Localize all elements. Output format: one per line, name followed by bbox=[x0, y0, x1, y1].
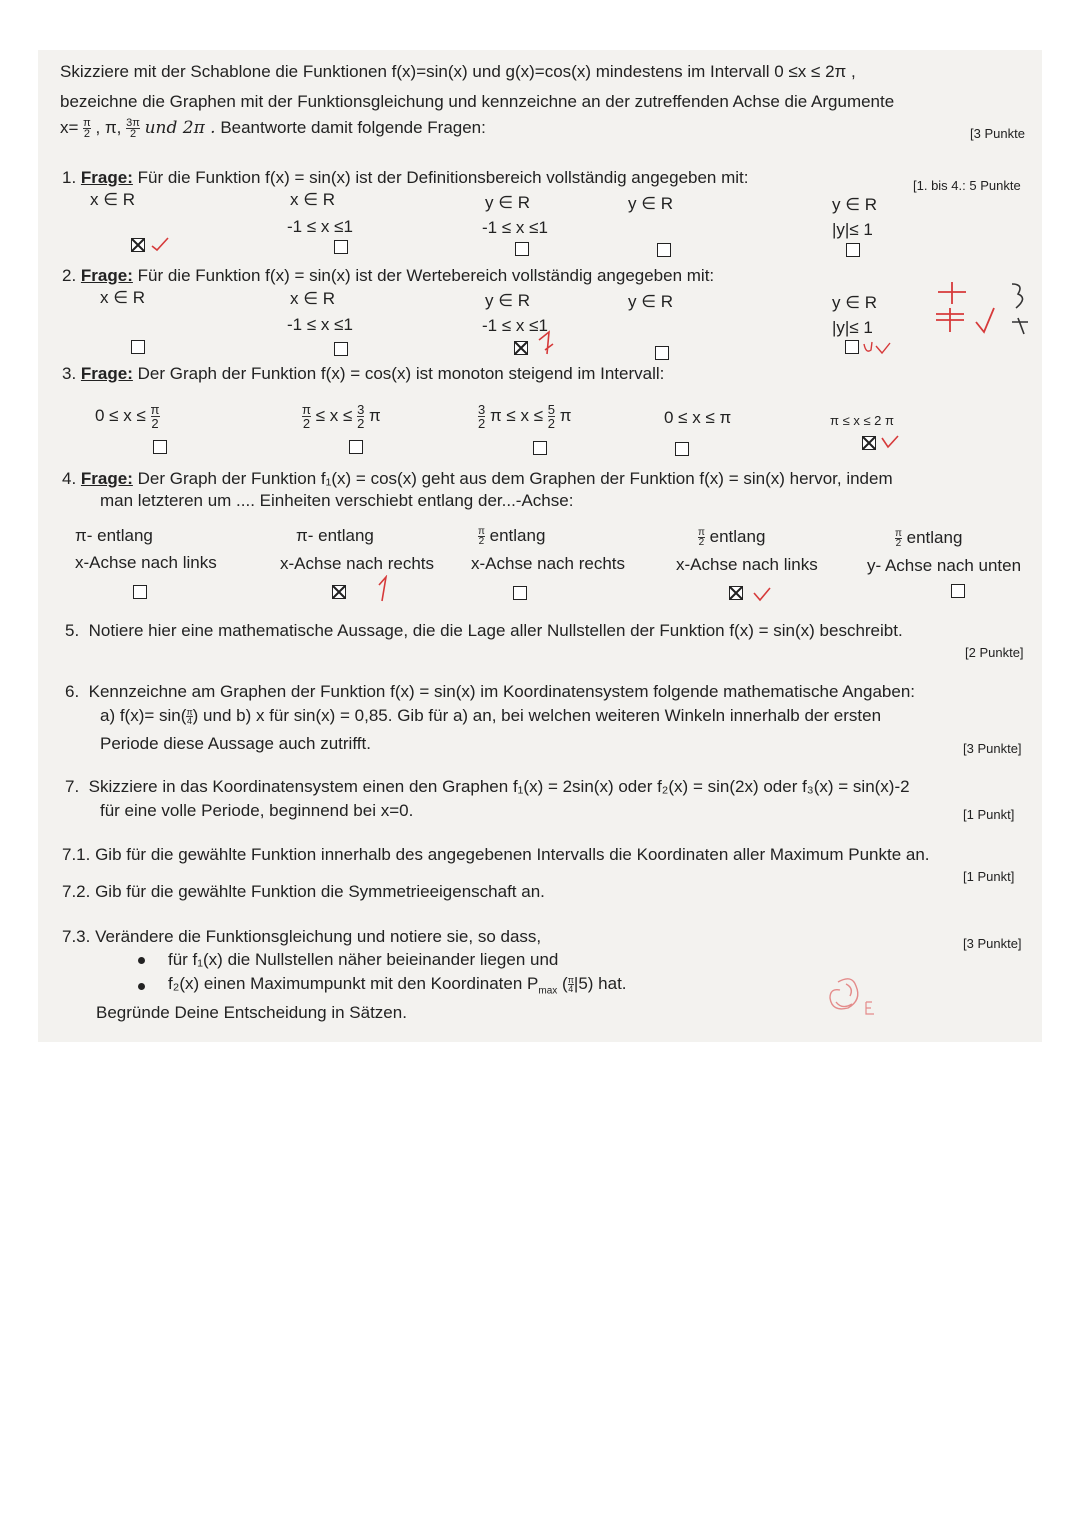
q2-option-2-line-2: -1 ≤ x ≤1 bbox=[287, 315, 353, 334]
bullet-icon bbox=[138, 957, 145, 964]
q2-checkbox-2[interactable] bbox=[334, 342, 348, 356]
q2-option-5-line-1: y ∈ R bbox=[832, 293, 878, 312]
q5-number: 5. bbox=[65, 621, 80, 640]
q1-option-4-line-1: y ∈ R bbox=[628, 194, 674, 213]
q4-text-line-2: man letzteren um .... Einheiten verschiebt entlang der...-Achse: bbox=[100, 491, 574, 510]
q5-points: [2 Punkte] bbox=[965, 645, 1024, 660]
q7-line-1-text: Skizziere in das Koordinatensystem einen den Graphen f₁(x) = 2sin(x) oder f₂(x) = sin(2x) oder f₃(x) = sin(x)-2 bbox=[88, 777, 910, 796]
fraction-5-over-2: $\frac{5}{2}$ bbox=[547, 402, 555, 431]
q3-option-2-pi: π bbox=[369, 405, 381, 425]
q7-points: [1 Punkt] bbox=[963, 807, 1015, 822]
q2-option-4-line-1: y ∈ R bbox=[628, 292, 674, 311]
q4-option-4-line-1 bbox=[698, 527, 765, 547]
q3-option-2 bbox=[302, 403, 381, 430]
q1-option-5-line-2: |y|≤ 1 bbox=[832, 220, 873, 239]
q1-text: Für die Funktion f(x) = sin(x) ist der Definitionsbereich vollständig angegeben mit: bbox=[137, 168, 749, 187]
q4-option-5-label: entlang bbox=[906, 528, 963, 547]
q2-text: Für die Funktion f(x) = sin(x) ist der Wertebereich vollständig angegeben mit: bbox=[137, 266, 715, 285]
q3-option-1-text: 0 ≤ x ≤ bbox=[95, 405, 146, 425]
q4-option-4-line-2: x-Achse nach links bbox=[676, 555, 818, 574]
q1-checkbox-4[interactable] bbox=[657, 243, 671, 257]
q1-checkbox-5[interactable] bbox=[846, 243, 860, 257]
q3-option-3-pi: π bbox=[559, 405, 572, 425]
q4-checkbox-2[interactable] bbox=[332, 585, 346, 599]
q4-option-3-label: entlang bbox=[489, 526, 546, 545]
q4-number: 4. bbox=[62, 469, 77, 488]
red-check-icon bbox=[150, 236, 170, 252]
intro-and-2pi: und 2π . bbox=[144, 118, 216, 138]
red-one-mark-icon bbox=[376, 575, 398, 603]
red-check-icon bbox=[880, 434, 900, 450]
fraction-pi-over-2: $\frac{\pi}{2}$ bbox=[83, 117, 91, 141]
q2-option-2-line-1: x ∈ R bbox=[290, 289, 336, 308]
q4-option-3-line-2: x-Achse nach rechts bbox=[471, 554, 626, 573]
q1-number: 1. bbox=[62, 168, 77, 187]
q2-label: Frage: bbox=[80, 266, 133, 285]
q1-option-2-line-2: -1 ≤ x ≤1 bbox=[287, 217, 353, 236]
q2-heading bbox=[62, 266, 714, 286]
q7-line-1 bbox=[65, 777, 910, 797]
q7-3-bullet-1: für f₁(x) die Nullstellen näher beieinander liegen und bbox=[168, 950, 559, 969]
q3-number: 3. bbox=[62, 364, 77, 383]
q7-1-points: [1 Punkt] bbox=[963, 869, 1015, 884]
q4-label: Frage: bbox=[80, 469, 133, 488]
q7-3-text: 7.3. Verändere die Funktionsgleichung und notiere sie, so dass, bbox=[62, 927, 542, 946]
q1-heading bbox=[62, 168, 749, 188]
q1-option-2-line-1: x ∈ R bbox=[290, 190, 336, 209]
q3-heading bbox=[62, 364, 664, 384]
q4-text-line-1: Der Graph der Funktion f₁(x) = cos(x) geht aus dem Graphen der Funktion f(x) = sin(x) hervor, indem bbox=[137, 469, 893, 488]
q1-label: Frage: bbox=[80, 168, 133, 187]
q7-1-text: 7.1. Gib für die gewählte Funktion innerhalb des angegebenen Intervalls die Koordinaten aller Maximum Punkte an. bbox=[62, 845, 930, 864]
q1-checkbox-1[interactable] bbox=[131, 238, 145, 252]
q6-line-2 bbox=[100, 706, 881, 726]
q3-checkbox-4[interactable] bbox=[675, 442, 689, 456]
q4-checkbox-4[interactable] bbox=[729, 586, 743, 600]
q4-option-2-line-2: x-Achse nach rechts bbox=[280, 554, 435, 573]
fraction-pi-over-4: $\frac{\pi}{4}$ bbox=[567, 975, 574, 995]
q4-option-2-line-1: π- entlang bbox=[296, 526, 374, 545]
cross-mark-icon bbox=[332, 585, 346, 599]
q3-option-3 bbox=[478, 403, 571, 430]
q7-3-bullet-2-a: f₂(x) einen Maximumpunkt mit den Koordinaten P bbox=[168, 974, 539, 993]
q2-option-3-line-1: y ∈ R bbox=[485, 291, 531, 310]
q3-option-4: 0 ≤ x ≤ π bbox=[664, 408, 732, 427]
q3-option-3-text: π ≤ x ≤ bbox=[489, 405, 544, 425]
q2-number: 2. bbox=[62, 266, 77, 285]
q7-number: 7. bbox=[65, 777, 80, 796]
fraction-3-over-2: $\frac{3}{2}$ bbox=[357, 402, 365, 431]
intro-line-3 bbox=[60, 118, 486, 139]
bullet-icon bbox=[138, 983, 145, 990]
intro-x-equals: x= bbox=[60, 118, 79, 137]
q4-option-5-line-1 bbox=[895, 528, 962, 548]
q6-line-2-a: a) f(x)= sin( bbox=[100, 706, 187, 725]
q4-option-1-line-1: π- entlang bbox=[75, 526, 153, 545]
q6-line-1 bbox=[65, 682, 915, 702]
fraction-pi-over-2: $\frac{\pi}{2}$ bbox=[895, 528, 902, 550]
fraction-3pi-over-2: $\frac{3\pi}{2}$ bbox=[126, 117, 140, 141]
q4-option-1-line-2: x-Achse nach links bbox=[75, 553, 217, 572]
q4-checkbox-5[interactable] bbox=[951, 584, 965, 598]
intro-line-1: Skizziere mit der Schablone die Funktionen f(x)=sin(x) und g(x)=cos(x) mindestens im Intervall 0 ≤x ≤ 2π , bbox=[60, 62, 856, 81]
q6-line-3: Periode diese Aussage auch zutrifft. bbox=[100, 734, 371, 753]
q6-points: [3 Punkte] bbox=[963, 741, 1022, 756]
red-check-icon bbox=[752, 586, 772, 602]
cross-mark-icon bbox=[862, 436, 876, 450]
q3-checkbox-3[interactable] bbox=[533, 441, 547, 455]
q2-checkbox-5[interactable] bbox=[845, 340, 859, 354]
q3-text: Der Graph der Funktion f(x) = cos(x) ist monoton steigend im Intervall: bbox=[137, 364, 665, 383]
q4-option-4-label: entlang bbox=[709, 527, 766, 546]
intro-pi: , π, bbox=[95, 118, 122, 137]
q3-checkbox-5[interactable] bbox=[862, 436, 876, 450]
q4-checkbox-1[interactable] bbox=[133, 585, 147, 599]
q2-checkbox-3[interactable] bbox=[514, 341, 528, 355]
handwritten-score-icon bbox=[928, 278, 1038, 342]
q7-3-bullet-2 bbox=[168, 974, 627, 1001]
q3-checkbox-1[interactable] bbox=[153, 440, 167, 454]
q1-checkbox-3[interactable] bbox=[515, 242, 529, 256]
intro-line-2: bezeichne die Graphen mit der Funktionsgleichung und kennzeichne an der zutreffenden Achse die Argumente bbox=[60, 92, 895, 111]
cross-mark-icon bbox=[729, 586, 743, 600]
q3-option-1 bbox=[95, 403, 160, 430]
intro-instruction: Beantworte damit folgende Fragen: bbox=[220, 118, 486, 137]
p-max-subscript: max bbox=[538, 985, 558, 997]
q7-line-2: für eine volle Periode, beginnend bei x=0. bbox=[100, 801, 414, 820]
fraction-pi-over-2: $\frac{\pi}{2}$ bbox=[302, 402, 311, 431]
red-stamp-doodle-icon bbox=[818, 972, 888, 1030]
fraction-pi-over-2: $\frac{\pi}{2}$ bbox=[698, 527, 705, 549]
q1-option-3-line-1: y ∈ R bbox=[485, 193, 531, 212]
q1-option-3-line-2: -1 ≤ x ≤1 bbox=[482, 218, 548, 237]
q1-option-5-line-1: y ∈ R bbox=[832, 195, 878, 214]
q6-line-1-text: Kennzeichne am Graphen der Funktion f(x) = sin(x) im Koordinatensystem folgende mathematische Angaben: bbox=[88, 682, 915, 701]
cross-mark-icon bbox=[131, 238, 145, 252]
q2-checkbox-1[interactable] bbox=[131, 340, 145, 354]
red-handwritten-note-icon bbox=[862, 340, 902, 356]
fraction-pi-over-4: $\frac{\pi}{4}$ bbox=[186, 707, 193, 727]
q1-checkbox-2[interactable] bbox=[334, 240, 348, 254]
q3-label: Frage: bbox=[80, 364, 133, 383]
q7-3-points: [3 Punkte] bbox=[963, 936, 1022, 951]
q5-text bbox=[65, 621, 903, 641]
q1-option-1-line-1: x ∈ R bbox=[90, 190, 136, 209]
red-one-mark-icon bbox=[535, 330, 559, 356]
q3-option-2-text: ≤ x ≤ bbox=[315, 405, 353, 425]
fraction-3-over-2: $\frac{3}{2}$ bbox=[478, 402, 486, 431]
q4-heading bbox=[62, 469, 893, 489]
q7-3-closing: Begründe Deine Entscheidung in Sätzen. bbox=[96, 1003, 407, 1022]
q6-number: 6. bbox=[65, 682, 80, 701]
q5-body: Notiere hier eine mathematische Aussage, die die Lage aller Nullstellen der Funktion f(x) = sin(x) beschreibt. bbox=[88, 621, 903, 640]
q1-points: [1. bis 4.: 5 Punkte bbox=[913, 178, 1021, 193]
q2-option-1-line-1: x ∈ R bbox=[100, 288, 146, 307]
q2-option-5-line-2: |y|≤ 1 bbox=[832, 318, 873, 337]
q3-option-5: π ≤ x ≤ 2 π bbox=[830, 413, 894, 428]
q6-line-2-b: ) und b) x für sin(x) = 0,85. Gib für a) an, bei welchen weiteren Winkeln innerhalb der ersten bbox=[192, 706, 882, 725]
q2-option-3-line-2: -1 ≤ x ≤1 bbox=[482, 316, 548, 335]
fraction-pi-over-2: $\frac{\pi}{2}$ bbox=[150, 402, 160, 431]
q4-checkbox-3[interactable] bbox=[513, 586, 527, 600]
q4-option-3-line-1 bbox=[478, 526, 545, 546]
fraction-pi-over-2: $\frac{\pi}{2}$ bbox=[478, 526, 485, 548]
q7-3-bullet-2-b: |5) hat. bbox=[573, 974, 627, 993]
cross-mark-icon bbox=[514, 341, 528, 355]
open-paren: ( bbox=[562, 974, 568, 993]
q7-2-text: 7.2. Gib für die gewählte Funktion die Symmetrieeigenschaft an. bbox=[62, 882, 545, 901]
intro-points: [3 Punkte bbox=[970, 126, 1025, 141]
q2-checkbox-4[interactable] bbox=[655, 346, 669, 360]
q3-checkbox-2[interactable] bbox=[349, 440, 363, 454]
q4-option-5-line-2: y- Achse nach unten bbox=[867, 556, 1022, 575]
